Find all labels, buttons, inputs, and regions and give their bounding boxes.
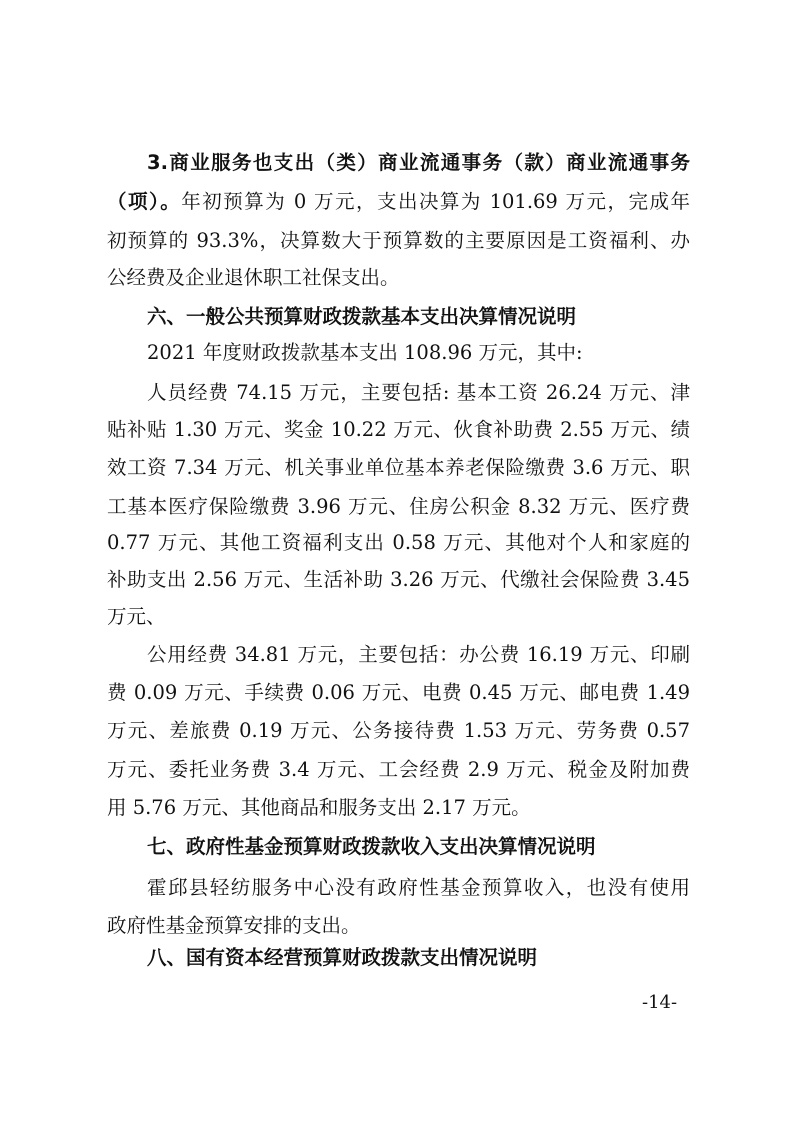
- p6-intro: 2021 年度财政拨款基本支出 108.96 万元，其中:: [147, 341, 583, 364]
- heading-7: 七、政府性基金预算财政拨款收入支出决算情况说明: [147, 835, 596, 858]
- section3-title: 3.商业服务也支出（类）商业流通事务（款）商业流通事务: [147, 151, 690, 174]
- p6-public-line: 用 5.76 万元、其他商品和服务支出 2.17 万元。: [107, 796, 531, 819]
- section3-title-end: （项）。: [107, 190, 182, 213]
- heading-6: 六、一般公共预算财政拨款基本支出决算情况说明: [147, 305, 577, 328]
- p6-public-line: 万元、差旅费 0.19 万元、公务接待费 1.53 万元、劳务费 0.57: [107, 719, 690, 742]
- p6-personnel-line: 补助支出 2.56 万元、生活补助 3.26 万元、代缴社会保险费 3.45: [107, 568, 690, 591]
- p6-personnel-line: 效工资 7.34 万元、机关事业单位基本养老保险缴费 3.6 万元、职: [107, 456, 690, 479]
- section3-line3: 初预算的 93.3%，决算数大于预算数的主要原因是工资福利、办: [107, 229, 690, 252]
- p6-public-line: 费 0.09 万元、手续费 0.06 万元、电费 0.45 万元、邮电费 1.49: [107, 681, 690, 704]
- heading-8: 八、国有资本经营预算财政拨款支出情况说明: [147, 946, 538, 969]
- p6-public-line: 公用经费 34.81 万元，主要包括：办公费 16.19 万元、印刷: [147, 643, 690, 666]
- p7-line: 政府性基金预算安排的支出。: [107, 914, 361, 937]
- p6-personnel-line: 工基本医疗保险缴费 3.96 万元、住房公积金 8.32 万元、医疗费: [107, 495, 690, 518]
- section3-line4: 公经费及企业退休职工社保支出。: [107, 266, 400, 289]
- p6-public-line: 万元、委托业务费 3.4 万元、工会经费 2.9 万元、税金及附加费: [107, 758, 690, 781]
- page-number: -14-: [642, 992, 678, 1013]
- p6-personnel-line: 贴补贴 1.30 万元、奖金 10.22 万元、伙食补助费 2.55 万元、绩: [107, 418, 690, 441]
- section3-text: 年初预算为 0 万元，支出决算为 101.69 万元，完成年: [181, 190, 690, 213]
- section3-line2: [107, 190, 690, 214]
- p7-line: 霍邱县轻纺服务中心没有政府性基金预算收入，也没有使用: [147, 876, 690, 899]
- p6-personnel-line: 0.77 万元、其他工资福利支出 0.58 万元、其他对个人和家庭的: [107, 531, 690, 554]
- p6-personnel-line: 万元、: [107, 605, 166, 628]
- p6-personnel-line: 人员经费 74.15 万元，主要包括: 基本工资 26.24 万元、津: [147, 381, 690, 404]
